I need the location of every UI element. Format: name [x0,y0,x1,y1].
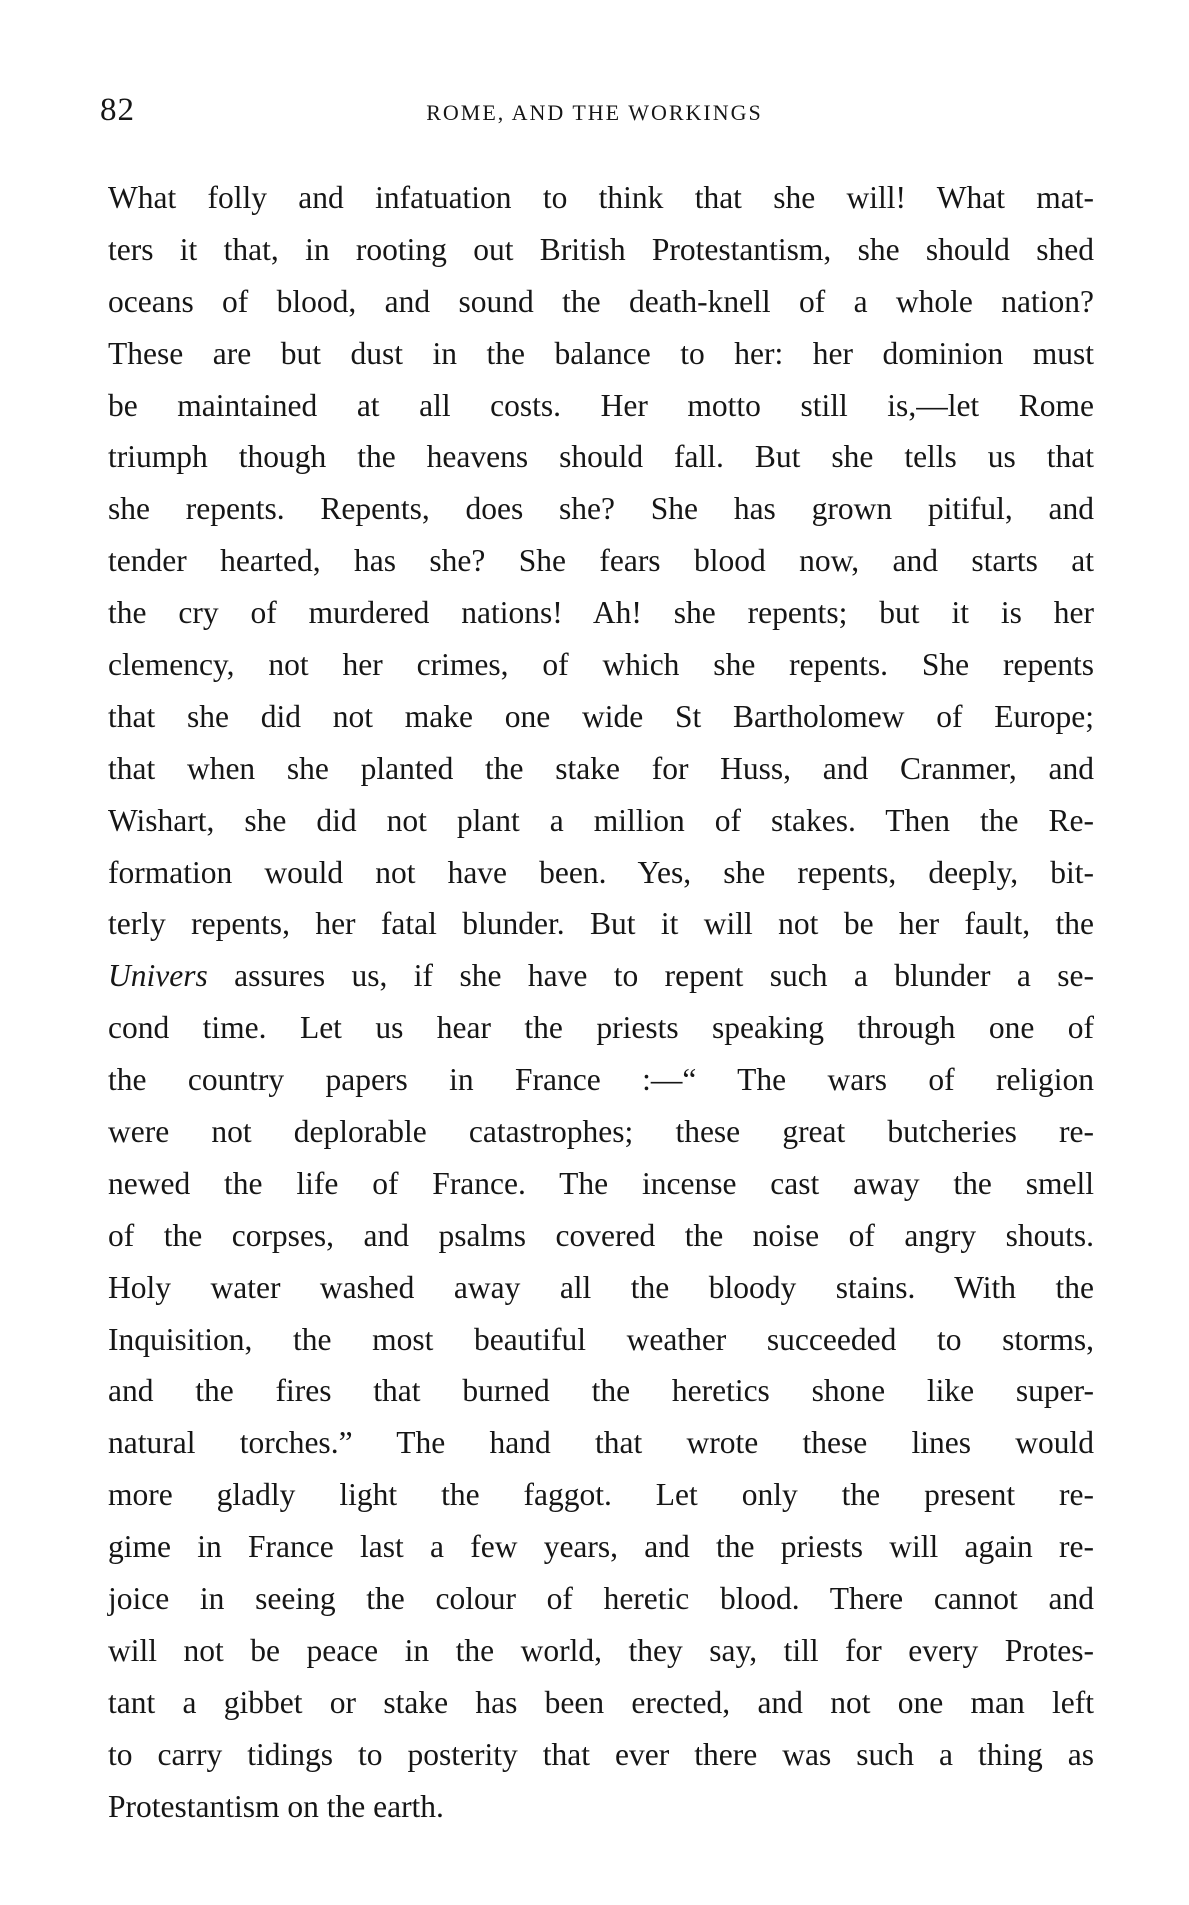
text-line: Holy water washed away all the bloody stains. With the [108,1269,1094,1305]
text-line: she repents. Repents, does she? She has grown pitiful, and [108,491,1094,527]
text-line-rest: assures us, if she have to repent such a blunder a se- [207,958,1094,994]
running-head: ROME, AND THE WORKINGS [426,100,763,125]
text-line: Wishart, she did not plant a million of stakes. Then the Re- [108,802,1094,838]
text-line: triumph though the heavens should fall. But she tells us that [108,439,1094,475]
text-line: tender hearted, has she? She fears blood now, and starts at [108,543,1094,579]
text-line: natural torches.” The hand that wrote these lines would [108,1425,1094,1461]
text-line-last: Protestantism on the earth. [108,1788,444,1824]
text-line: will not be peace in the world, they say, till for every Protes- [108,1632,1094,1668]
text-line [108,950,1094,1002]
newspaper-title: Univers [108,958,208,994]
page-number: 82 [100,92,135,128]
text-line: to carry tidings to posterity that ever there was such a thing as [108,1736,1094,1772]
text-line: gime in France last a few years, and the priests will again re- [108,1529,1094,1565]
text-line: Inquisition, the most beautiful weather succeeded to storms, [108,1321,1094,1357]
text-line: the cry of murdered nations! Ah! she repents; but it is her [108,595,1094,631]
text-line: formation would not have been. Yes, she repents, deeply, bit- [108,854,1094,890]
text-line: What folly and infatuation to think that she will! What mat- [108,180,1094,215]
text-line: terly repents, her fatal blunder. But it will not be her fault, the [108,906,1094,942]
body-text [108,172,1094,1833]
text-line: were not deplorable catastrophes; these great butcheries re- [108,1114,1094,1150]
text-line: that when she planted the stake for Huss, and Cranmer, and [108,750,1094,786]
text-line: that she did not make one wide St Bartholomew of Europe; [108,698,1094,734]
text-line: the country papers in France :—“ The wars of religion [108,1062,1094,1098]
text-line: and the fires that burned the heretics shone like super- [108,1373,1094,1409]
text-line: tant a gibbet or stake has been erected, and not one man left [108,1684,1094,1720]
text-line: clemency, not her crimes, of which she repents. She repents [108,647,1094,683]
text-line: joice in seeing the colour of heretic blood. There cannot and [108,1581,1094,1617]
text-line: oceans of blood, and sound the death-knell of a whole nation? [108,283,1094,319]
text-line: be maintained at all costs. Her motto still is,—let Rome [108,387,1094,423]
text-line: more gladly light the faggot. Let only the present re- [108,1477,1094,1513]
text-line: newed the life of France. The incense cast away the smell [108,1165,1094,1201]
text-line: of the corpses, and psalms covered the noise of angry shouts. [108,1217,1094,1253]
text-line: ters it that, in rooting out British Protestantism, she should shed [108,231,1094,267]
text-line: These are but dust in the balance to her: her dominion must [108,335,1094,371]
text-line: cond time. Let us hear the priests speaking through one of [108,1010,1094,1046]
